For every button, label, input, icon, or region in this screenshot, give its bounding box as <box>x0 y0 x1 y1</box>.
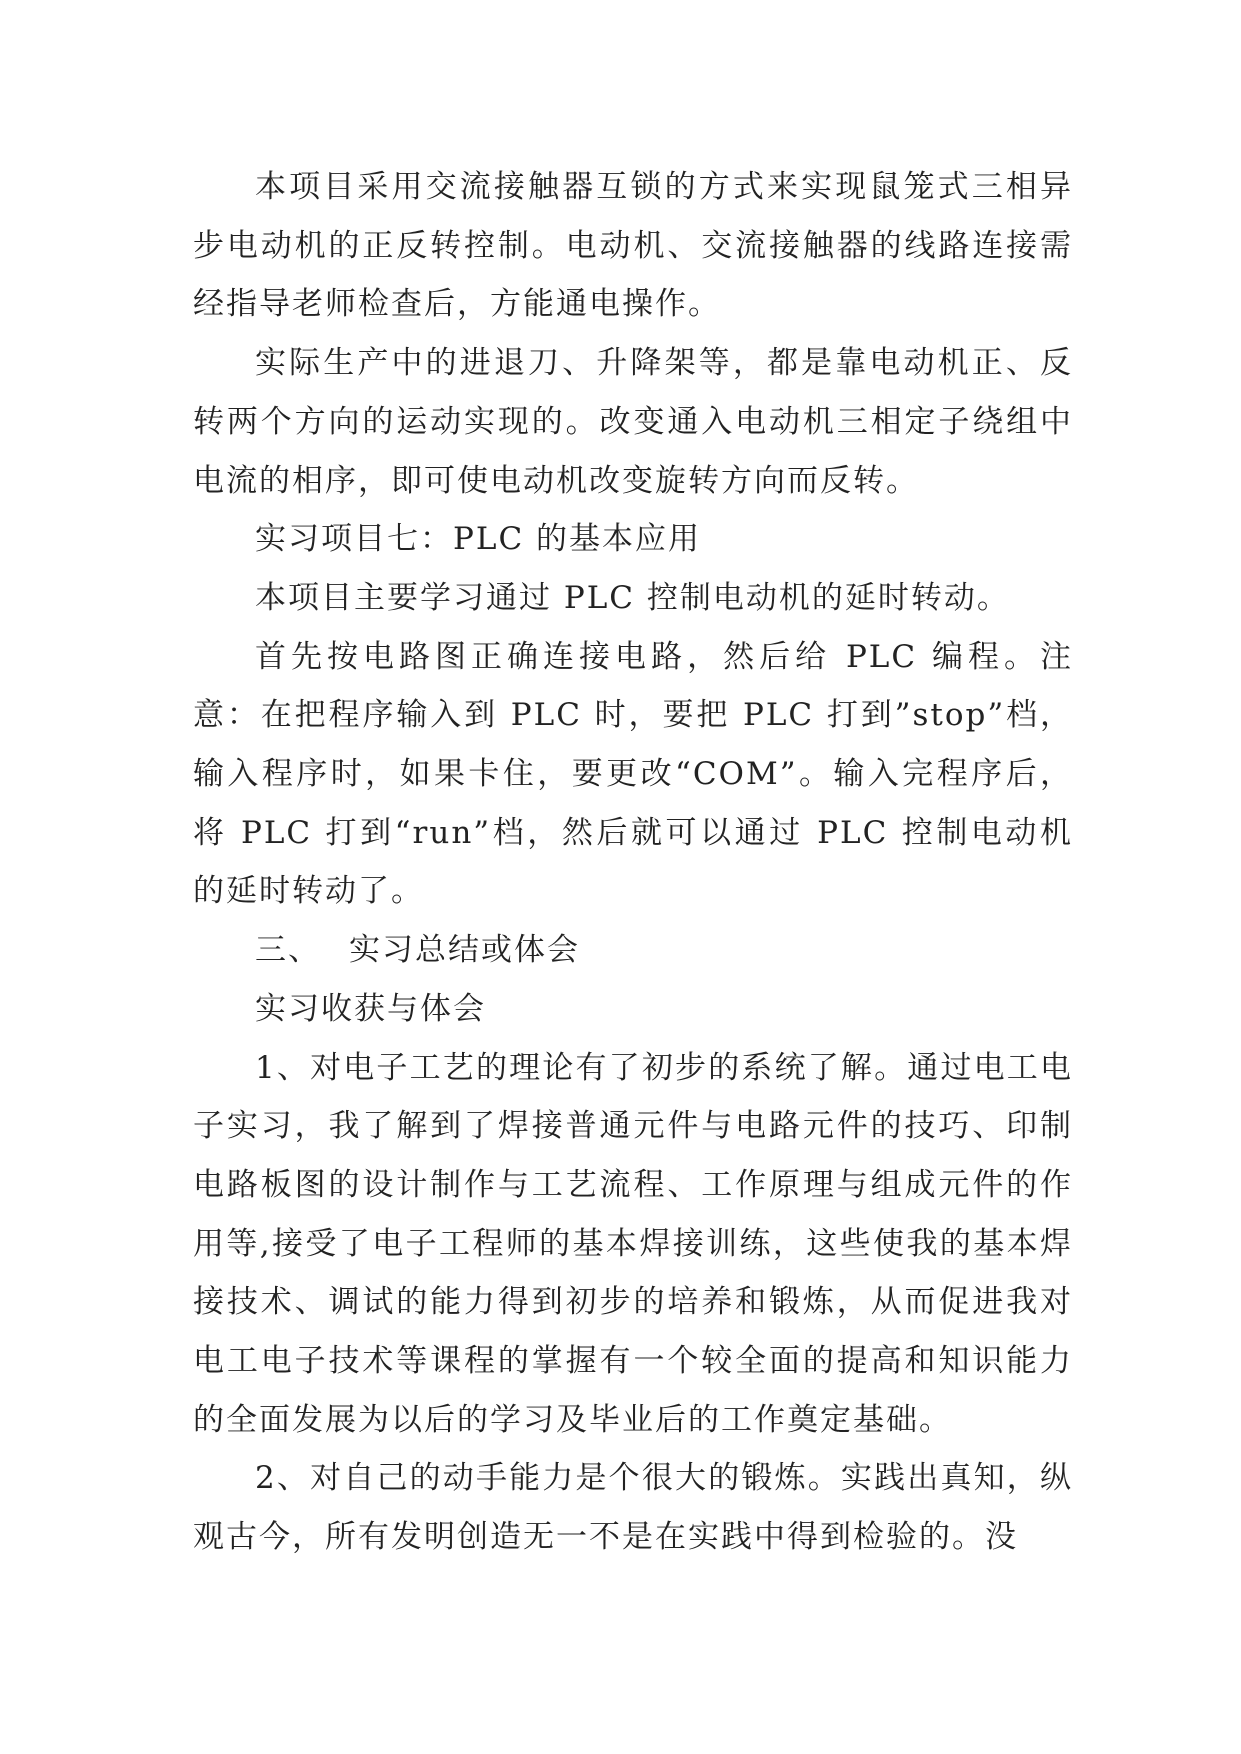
section-number: 三、 <box>255 932 321 969</box>
paragraph-motor-reversal: 实际生产中的进退刀、升降架等，都是靠电动机正、反转两个方向的运动实现的。改变通入电动机三相定子绕组中电流的相序，即可使电动机改变旋转方向而反转。 <box>193 345 1073 499</box>
section-title: 实习总结或体会 <box>349 932 580 969</box>
section-heading <box>193 921 1073 980</box>
paragraph-project-seven-goal: 本项目主要学习通过 PLC 控制电动机的延时转动。 <box>255 579 1010 616</box>
paragraph-project-seven-title: 实习项目七：PLC 的基本应用 <box>255 521 702 558</box>
point-item-2: 2、对自己的动手能力是个很大的锻炼。实践出真知，纵观古今，所有发明创造无一不是在实践中得到检验的。没 <box>193 1460 1073 1556</box>
paragraph-plc-programming: 首先按电路图正确连接电路，然后给 PLC 编程。注意：在把程序输入到 PLC 时，要把 PLC 打到”stop”档，输入程序时，如果卡住，要更改“COM”。输入完程序后，将 PLC 打到“run”档，然后就可以通过 PLC 控制电动机的延时转动了。 <box>193 638 1073 910</box>
point-item-1: 1、对电子工艺的理论有了初步的系统了解。通过电工电子实习，我了解到了焊接普通元件与电路元件的技巧、印制电路板图的设计制作与工艺流程、工作原理与组成元件的作用等,接受了电子工程师的基本焊接训练，这些使我的基本焊接技术、调试的能力得到初步的培养和锻炼，从而促进我对电工电子技术等课程的掌握有一个较全面的提高和知识能力的全面发展为以后的学习及毕业后的工作奠定基础。 <box>193 1049 1073 1438</box>
document-body <box>193 158 1073 1567</box>
paragraph-contactor-interlock: 本项目采用交流接触器互锁的方式来实现鼠笼式三相异步电动机的正反转控制。电动机、交流接触器的线路连接需经指导老师检查后，方能通电操作。 <box>193 169 1073 323</box>
subheading: 实习收获与体会 <box>255 990 486 1027</box>
